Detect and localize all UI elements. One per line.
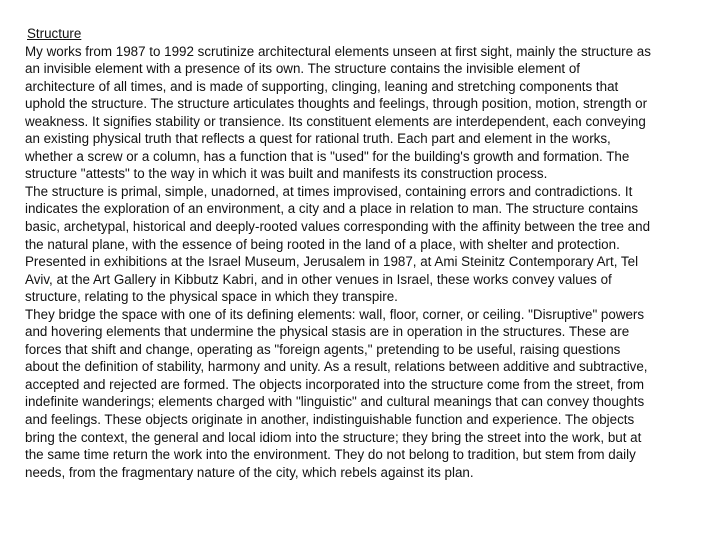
text-line: My works from 1987 to 1992 scrutinize architectural elements unseen at first sight, mainly the structure as: [25, 43, 651, 59]
text-line: The structure is primal, simple, unadorned, at times improvised, containing errors and contradictions. It: [25, 183, 633, 199]
text-line: weakness. It signifies stability or transience. Its constituent elements are interdependent, each conveying: [25, 113, 646, 129]
document-text: [25, 43, 715, 482]
text-line: accepted and rejected are formed. The objects incorporated into the structure come from the street, from: [25, 376, 645, 392]
text-line: basic, archetypal, historical and deeply-rooted values corresponding with the affinity between the tree and: [25, 219, 651, 235]
paragraph: [25, 306, 715, 481]
paragraph: [25, 43, 715, 183]
text-line: They bridge the space with one of its defining elements: wall, floor, corner, or ceiling. "Disruptive" powers: [25, 306, 645, 322]
text-line: needs, from the fragmentary nature of the city, which rebels against its plan.: [25, 464, 474, 480]
paragraph: [25, 253, 715, 306]
text-line: Presented in exhibitions at the Israel Museum, Jerusalem in 1987, at Ami Steinitz Contemporary Art, Tel: [25, 254, 639, 270]
document-title: Structure: [27, 26, 82, 41]
text-line: about the definition of stability, harmony and unity. As a result, relations between additive and subtractive,: [25, 359, 648, 375]
text-line: and hovering elements that undermine the physical stasis are in operation in the structures. These are: [25, 324, 630, 340]
text-line: the natural plane, with the essence of being rooted in the land of a place, with shelter and protection.: [25, 236, 620, 252]
text-line: Aviv, at the Art Gallery in Kibbutz Kabri, and in other venues in Israel, these works convey values of: [25, 271, 612, 287]
text-line: indefinite wanderings; elements charged with "linguistic" and cultural meanings that can convey thoughts: [25, 394, 645, 410]
text-line: an invisible element with a presence of its own. The structure contains the invisible element of: [25, 61, 581, 77]
document-body: [25, 25, 715, 481]
text-line: whether a screw or a column, has a function that is "used" for the building's growth and formation. The: [25, 148, 630, 164]
text-line: indicates the exploration of an environment, a city and a place in relation to man. The structure contains: [25, 201, 639, 217]
paragraph: [25, 183, 715, 253]
text-line: an existing physical truth that reflects a quest for rational truth. Each part and element in the works,: [25, 131, 611, 147]
text-line: and feelings. These objects originate in another, indistinguishable function and experience. The objects: [25, 412, 635, 428]
text-line: forces that shift and change, operating as "foreign agents," pretending to be useful, raising questions: [25, 341, 621, 357]
text-line: uphold the structure. The structure articulates thoughts and feelings, through position, motion, strength or: [25, 96, 648, 112]
text-line: architecture of all times, and is made of supporting, clinging, leaning and stretching components that: [25, 78, 619, 94]
text-line: the same time return the work into the environment. They do not belong to tradition, but stem from daily: [25, 447, 636, 463]
text-line: structure "attests" to the way in which it was built and manifests its construction process.: [25, 166, 548, 182]
text-line: structure, relating to the physical space in which they transpire.: [25, 289, 398, 305]
text-line: bring the context, the general and local idiom into the structure; they bring the street into the work, but at: [25, 429, 642, 445]
